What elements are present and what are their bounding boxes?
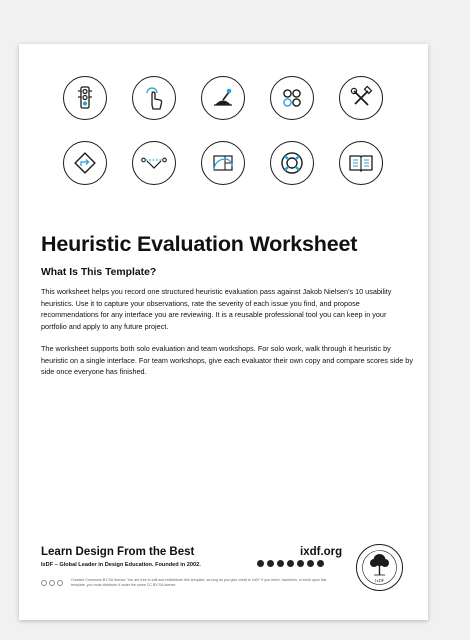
footer-tagline: Learn Design From the Best (41, 546, 195, 558)
lifebuoy-icon (270, 141, 314, 185)
threads-icon[interactable] (307, 560, 314, 567)
open-book-icon (339, 141, 383, 185)
linkedin-icon[interactable] (257, 560, 264, 567)
facebook-icon[interactable] (297, 560, 304, 567)
youtube-icon[interactable] (277, 560, 284, 567)
site-link[interactable]: ixdf.org (300, 546, 343, 558)
seal-text: IxDF (375, 578, 384, 583)
instagram-icon[interactable] (267, 560, 274, 567)
arrow-diamond-icon (63, 141, 107, 185)
cc-icon (41, 580, 47, 586)
by-icon (49, 580, 55, 586)
path-nodes-icon (132, 141, 176, 185)
x-icon[interactable] (287, 560, 294, 567)
golden-ratio-icon (201, 141, 245, 185)
social-icons (257, 560, 324, 567)
license-text: Creative Commons BY-SA license: You are free to edit and redistribute this template, as long as you give credit to IxDF. If you remix, transform, or build upon this template, you must distribute it under the same CC BY-SA license. (71, 578, 327, 588)
cc-badges (41, 580, 63, 586)
joystick-icon (201, 76, 245, 120)
tap-hand-icon (132, 76, 176, 120)
intro-paragraph: This worksheet helps you record one structured heuristic evaluation pass against Jakob Nielsen's 10 usability heuristics. Use it to capture your observations, rate the severity of each issue you find, and propose recommendations for any interface you are reviewing. It is a reusable professional tool you can keep in your portfolio and apply to any future project. (41, 287, 392, 331)
sa-icon (57, 580, 63, 586)
ixdf-seal-logo (355, 543, 404, 592)
tiktok-icon[interactable] (317, 560, 324, 567)
worksheet-page (19, 44, 428, 620)
tools-icon (339, 76, 383, 120)
page-title: Heuristic Evaluation Worksheet (41, 232, 358, 256)
four-circles-icon (270, 76, 314, 120)
traffic-light-icon (63, 76, 107, 120)
icon-grid (63, 76, 385, 185)
section-heading: What Is This Template? (41, 267, 157, 278)
footer-org-line: IxDF – Global Leader in Design Education. Founded in 2002. (41, 562, 201, 568)
usage-paragraph: The worksheet supports both solo evaluation and team workshops. For solo work, walk through it heuristic by heuristic on a single interface. For team workshops, give each evaluator their own copy and compare scores side by side once everyone has finished. (41, 344, 413, 377)
